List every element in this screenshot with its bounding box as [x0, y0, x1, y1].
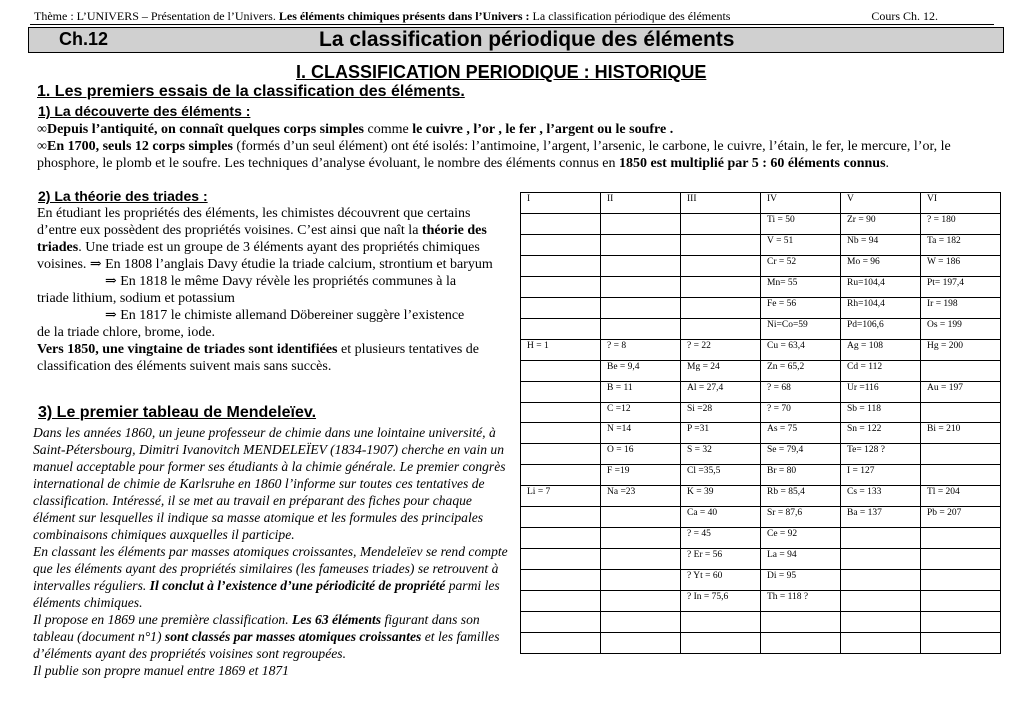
table-cell: [841, 612, 921, 633]
table-cell: ? = 68: [761, 381, 841, 402]
table-cell: [601, 213, 681, 234]
page-header: [30, 8, 994, 25]
table-row: [521, 444, 1001, 465]
table-cell: [521, 633, 601, 654]
table-cell: O = 16: [601, 444, 681, 465]
table-cell: Pd=106,6: [841, 318, 921, 339]
table-cell: N =14: [601, 423, 681, 444]
table-cell: ? In = 75,6: [681, 591, 761, 612]
table-cell: V: [841, 193, 921, 214]
table-cell: [921, 570, 1001, 591]
table-cell: La = 94: [761, 549, 841, 570]
table-cell: Te= 128 ?: [841, 444, 921, 465]
table-cell: [601, 318, 681, 339]
table-cell: As = 75: [761, 423, 841, 444]
table-cell: Pb = 207: [921, 507, 1001, 528]
table-cell: Ru=104,4: [841, 276, 921, 297]
page-title: La classification périodique des éléments: [319, 28, 735, 51]
table-cell: [521, 213, 601, 234]
table-row: [521, 486, 1001, 507]
table-row: [521, 612, 1001, 633]
table-cell: ? = 22: [681, 339, 761, 360]
table-cell: [921, 402, 1001, 423]
table-cell: Cs = 133: [841, 486, 921, 507]
table-cell: Ta = 182: [921, 234, 1001, 255]
table-cell: Pt= 197,4: [921, 276, 1001, 297]
section-heading: I. CLASSIFICATION PERIODIQUE : HISTORIQUE: [296, 62, 707, 82]
table-cell: [601, 255, 681, 276]
table-cell: [681, 612, 761, 633]
table-cell: [521, 318, 601, 339]
table-row: [521, 402, 1001, 423]
table-cell: [921, 591, 1001, 612]
table-cell: [521, 402, 601, 423]
table-cell: [921, 612, 1001, 633]
table-cell: Cd = 112: [841, 360, 921, 381]
table-cell: [841, 549, 921, 570]
table-cell: Fe = 56: [761, 297, 841, 318]
table-cell: [601, 633, 681, 654]
table-cell: W = 186: [921, 255, 1001, 276]
table-cell: ? = 180: [921, 213, 1001, 234]
table-row: [521, 360, 1001, 381]
table-cell: Mg = 24: [681, 360, 761, 381]
table-row: [521, 507, 1001, 528]
table-cell: H = 1: [521, 339, 601, 360]
table-cell: [521, 465, 601, 486]
table-cell: Tl = 204: [921, 486, 1001, 507]
table-cell: [601, 612, 681, 633]
table-cell: VI: [921, 193, 1001, 214]
table-cell: Ag = 108: [841, 339, 921, 360]
table-row: [521, 528, 1001, 549]
table-cell: Ca = 40: [681, 507, 761, 528]
subheading-triads: 2) La théorie des triades :: [38, 188, 208, 204]
table-cell: Mn= 55: [761, 276, 841, 297]
table-cell: [681, 276, 761, 297]
table-cell: Ti = 50: [761, 213, 841, 234]
table-cell: [681, 297, 761, 318]
table-cell: [601, 234, 681, 255]
table-cell: [921, 360, 1001, 381]
subheading-mendeleev: 3) Le premier tableau de Mendeleïev.: [38, 404, 317, 421]
table-cell: Ur =116: [841, 381, 921, 402]
title-box: [28, 27, 1004, 53]
table-cell: III: [681, 193, 761, 214]
table-cell: Di = 95: [761, 570, 841, 591]
table-cell: ? Yt = 60: [681, 570, 761, 591]
header-course: Cours Ch. 12.: [871, 9, 938, 23]
table-cell: [521, 612, 601, 633]
table-cell: Os = 199: [921, 318, 1001, 339]
table-row: [521, 633, 1001, 654]
table-cell: K = 39: [681, 486, 761, 507]
table-cell: C =12: [601, 402, 681, 423]
table-row: [521, 339, 1001, 360]
table-cell: Au = 197: [921, 381, 1001, 402]
table-cell: [521, 549, 601, 570]
table-row: [521, 381, 1001, 402]
table-row: [521, 193, 1001, 214]
table-cell: II: [601, 193, 681, 214]
table-cell: B = 11: [601, 381, 681, 402]
table-cell: [841, 528, 921, 549]
table-cell: [521, 234, 601, 255]
table-cell: ? = 70: [761, 402, 841, 423]
table-cell: [841, 633, 921, 654]
header-theme: Thème : L’UNIVERS – Présentation de l’Univers. Les éléments chimiques présents dans l’Univers : La classification périodique des éléments: [34, 9, 731, 23]
table-cell: [521, 507, 601, 528]
table-cell: Be = 9,4: [601, 360, 681, 381]
subheading-discovery: 1) La découverte des éléments :: [38, 103, 251, 119]
table-cell: ? Er = 56: [681, 549, 761, 570]
table-cell: Ir = 198: [921, 297, 1001, 318]
table-cell: ? = 45: [681, 528, 761, 549]
table-row: [521, 213, 1001, 234]
table-cell: [841, 570, 921, 591]
paragraph-mendeleev: Dans les années 1860, un jeune professeur de chimie dans une lointaine université, à Saint-Pétersbourg, Dimitri Ivanovitch MENDELEÏEV (1834-1907) cherche en vain un manuel acceptable pour former ses étudiants à la chimie générale. Le premier congrès international de chimie de Karlsruhe en 1860 l’informe sur toutes ces tentatives de classification. Intéressé, il se met au travail en préparant des fiches pour chaque élément sur lesquelles il indique sa masse atomique et les formules des principales combinaisons chimiques auxquelles il participe. En classant les éléments par masses atomiques croissantes, Mendeleïev se rend compte que les éléments ayant des propriétés similaires (les fameuses triades) se retrouvent à intervalles réguliers. Il conclut à l’existence d’une périodicité de propriété parmi les éléments chimiques. Il propose en 1869 une première classification. Les 63 éléments figurant dans son tableau (document n°1) sont classés par masses atomiques croissantes et les familles d’éléments ayant des propriétés voisines sont regroupées. Il publie son propre manuel entre 1869 et 1871: [33, 425, 508, 678]
table-cell: I = 127: [841, 465, 921, 486]
table-cell: Ni=Co=59: [761, 318, 841, 339]
table-cell: V = 51: [761, 234, 841, 255]
table-cell: [601, 570, 681, 591]
table-cell: Th = 118 ?: [761, 591, 841, 612]
table-cell: Cl =35,5: [681, 465, 761, 486]
table-row: [521, 570, 1001, 591]
table-cell: [681, 633, 761, 654]
table-cell: P =31: [681, 423, 761, 444]
subsection-heading-1: 1. Les premiers essais de la classification des éléments.: [37, 83, 465, 100]
table-cell: S = 32: [681, 444, 761, 465]
table-cell: Sn = 122: [841, 423, 921, 444]
table-cell: Se = 79,4: [761, 444, 841, 465]
table-cell: [681, 255, 761, 276]
table-cell: Ce = 92: [761, 528, 841, 549]
table-cell: [521, 255, 601, 276]
table-row: [521, 423, 1001, 444]
table-cell: Al = 27,4: [681, 381, 761, 402]
table-cell: Na =23: [601, 486, 681, 507]
table-row: [521, 549, 1001, 570]
table-cell: [521, 423, 601, 444]
table-cell: [521, 381, 601, 402]
table-row: [521, 234, 1001, 255]
table-row: [521, 465, 1001, 486]
table-cell: Hg = 200: [921, 339, 1001, 360]
table-cell: [601, 276, 681, 297]
table-cell: [761, 633, 841, 654]
table-cell: [521, 276, 601, 297]
paragraph-1700: ∞En 1700, seuls 12 corps simples (formés d’un seul élément) ont été isolés: l’antimoine, l’argent, l’arsenic, le carbone, le cuivre, l’étain, le fer, le mercure, l’or, le phosphore, le plomb et le soufre. Les techniques d’analyse évoluant, le nombre des éléments connus en 1850 est multiplié par 5 : 60 éléments connus.: [37, 139, 951, 171]
table-cell: Sb = 118: [841, 402, 921, 423]
paragraph-triads: En étudiant les propriétés des éléments, les chimistes découvrent que certains d’entre eux possèdent des propriétés voisines. C’est ainsi que naît la théorie des triades. Une triade est un groupe de 3 éléments ayant des propriétés chimiques voisines. ⇒ En 1808 l’anglais Davy étudie la triade calcium, strontium et baryum ⇒ En 1818 le même Davy révèle les propriétés communes à la triade lithium, sodium et potassium ⇒ En 1817 le chimiste allemand Döbereiner suggère l’existence de la triade chlore, brome, iode. Vers 1850, une vingtaine de triades sont identifiées et plusieurs tentatives de classification des éléments suivent mais sans succès.: [37, 206, 493, 374]
table-row: [521, 591, 1001, 612]
table-cell: ? = 8: [601, 339, 681, 360]
table-cell: Li = 7: [521, 486, 601, 507]
table-cell: [921, 444, 1001, 465]
table-row: [521, 318, 1001, 339]
table-cell: Zr = 90: [841, 213, 921, 234]
table-cell: [601, 507, 681, 528]
table-cell: Mo = 96: [841, 255, 921, 276]
table-cell: IV: [761, 193, 841, 214]
table-cell: [921, 549, 1001, 570]
table-cell: [841, 591, 921, 612]
mendeleev-table: [520, 192, 1001, 654]
table-cell: [521, 360, 601, 381]
table-cell: [681, 234, 761, 255]
table-cell: Cu = 63,4: [761, 339, 841, 360]
table-cell: Zn = 65,2: [761, 360, 841, 381]
table-cell: [921, 528, 1001, 549]
table-cell: I: [521, 193, 601, 214]
table-cell: Rh=104,4: [841, 297, 921, 318]
table-cell: [681, 213, 761, 234]
chapter-number: Ch.12: [59, 29, 109, 49]
table-cell: [601, 591, 681, 612]
table-cell: [601, 528, 681, 549]
paragraph-antiquity: ∞Depuis l’antiquité, on connaît quelques corps simples comme le cuivre , l’or , le fer , l’argent ou le soufre .: [37, 122, 674, 137]
table-cell: Ba = 137: [841, 507, 921, 528]
table-cell: [601, 549, 681, 570]
table-cell: Br = 80: [761, 465, 841, 486]
table-cell: Rb = 85,4: [761, 486, 841, 507]
table-cell: [521, 297, 601, 318]
table-cell: Cr = 52: [761, 255, 841, 276]
table-cell: [521, 528, 601, 549]
table-row: [521, 255, 1001, 276]
table-cell: Si =28: [681, 402, 761, 423]
table-cell: [681, 318, 761, 339]
table-cell: [521, 591, 601, 612]
table-cell: [521, 444, 601, 465]
table-cell: Bi = 210: [921, 423, 1001, 444]
table-cell: Sr = 87,6: [761, 507, 841, 528]
table-row: [521, 276, 1001, 297]
table-cell: [921, 465, 1001, 486]
table-row: [521, 297, 1001, 318]
table-cell: [921, 633, 1001, 654]
table-cell: F =19: [601, 465, 681, 486]
table-cell: [601, 297, 681, 318]
table-cell: [521, 570, 601, 591]
table-cell: [761, 612, 841, 633]
table-cell: Nb = 94: [841, 234, 921, 255]
